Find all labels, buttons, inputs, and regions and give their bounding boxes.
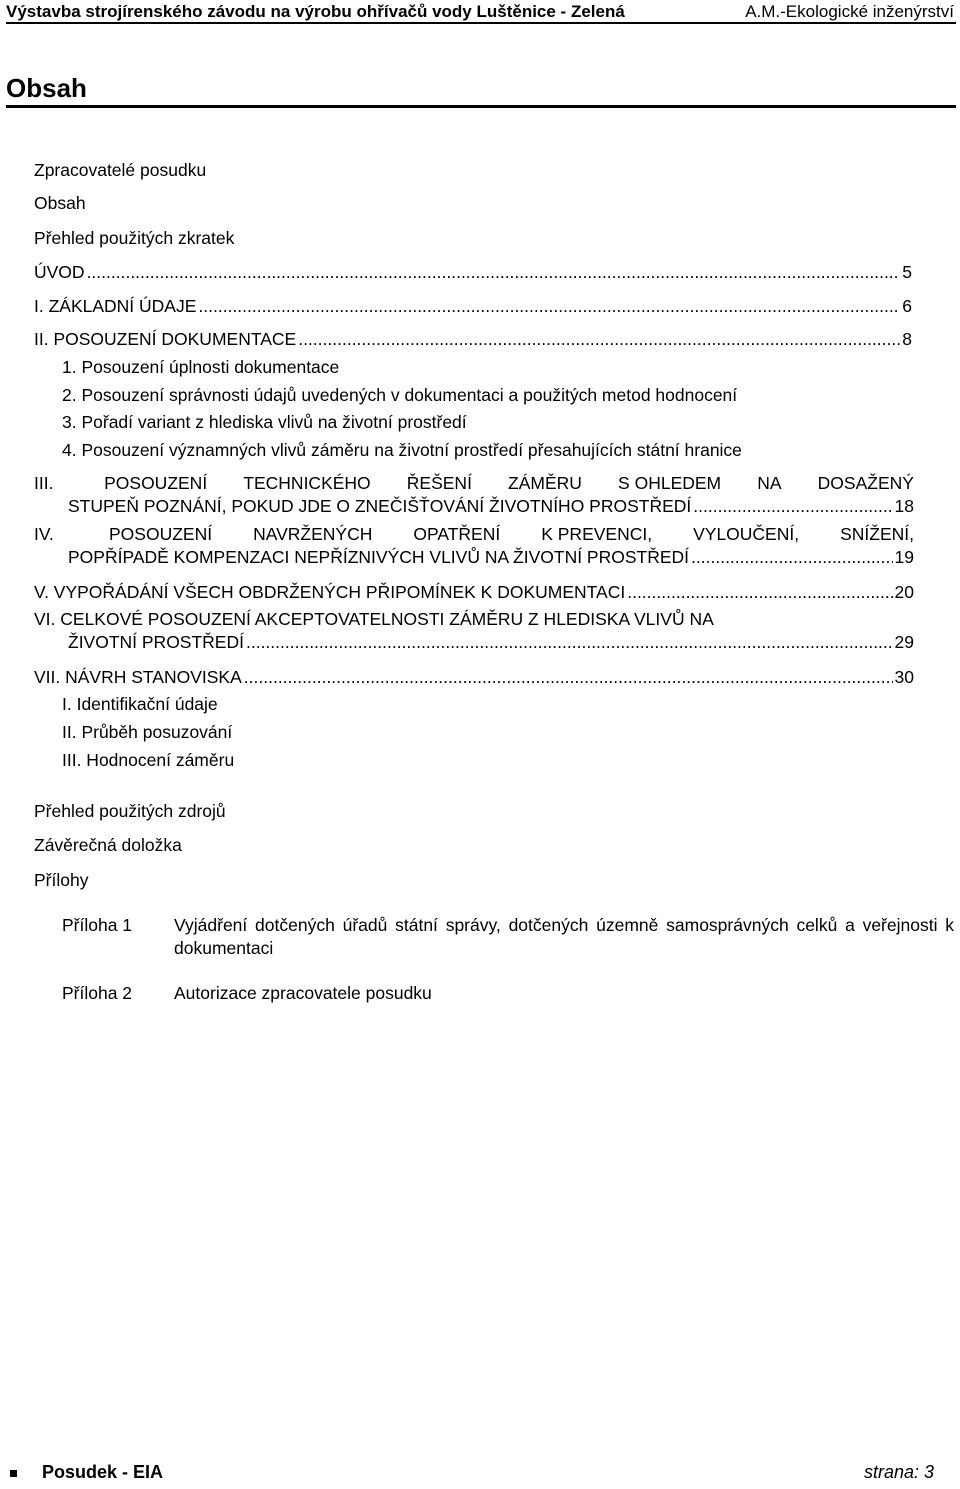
toc-label: POPŘÍPADĚ KOMPENZACI NEPŘÍZNIVÝCH VLIVŮ NA ŽIVOTNÍ PROSTŘEDÍ <box>68 547 690 567</box>
toc-item-zakladni[interactable] <box>34 296 912 316</box>
toc-item-uvod[interactable] <box>34 262 912 282</box>
toc-item-obsah[interactable]: Obsah <box>34 193 86 213</box>
toc-label: STUPEŇ POZNÁNÍ, POKUD JDE O ZNEČIŠŤOVÁNÍ ŽIVOTNÍHO PROSTŘEDÍ <box>68 496 692 516</box>
toc-word: S OHLEDEM <box>618 473 722 493</box>
attachment-label: Příloha 2 <box>62 983 133 1003</box>
dot-leader <box>246 631 893 654</box>
toc-word: VYLOUČENÍ, <box>693 524 800 544</box>
toc-label: ÚVOD <box>34 262 85 282</box>
toc-subitem-4[interactable]: 4. Posouzení významných vlivů záměru na životní prostředí přesahujících státní hranice <box>62 440 742 460</box>
square-bullet-icon <box>10 1470 17 1477</box>
toc-word: SNÍŽENÍ, <box>840 524 914 544</box>
document-title: Výstavba strojírenského závodu na výrobu ohřívačů vody Luštěnice - Zelená <box>6 2 625 21</box>
toc-number: III. <box>34 473 54 493</box>
toc-word: OPATŘENÍ <box>413 524 501 544</box>
footer-document-name: Posudek - EIA <box>42 1462 164 1482</box>
dot-leader <box>693 495 892 518</box>
toc-page: 18 <box>894 496 914 516</box>
toc-word: NAVRŽENÝCH <box>253 524 373 544</box>
toc-item-iv[interactable] <box>34 523 914 569</box>
toc-label: ŽIVOTNÍ PROSTŘEDÍ <box>68 632 244 652</box>
toc-page: 5 <box>902 262 912 282</box>
toc-item-zpracovatele[interactable]: Zpracovatelé posudku <box>34 160 207 180</box>
toc-page: 19 <box>894 547 914 567</box>
toc-item-vi[interactable] <box>34 608 914 654</box>
toc-label: II. POSOUZENÍ DOKUMENTACE <box>34 329 297 349</box>
dot-leader <box>244 667 893 687</box>
toc-page: 29 <box>894 632 914 652</box>
toc-item-zkratky[interactable]: Přehled použitých zkratek <box>34 228 235 248</box>
toc-item-zdroje[interactable]: Přehled použitých zdrojů <box>34 801 226 821</box>
dot-leader <box>87 262 901 282</box>
toc-item-prilohy[interactable]: Přílohy <box>34 870 89 890</box>
page-number: strana: 3 <box>863 1462 934 1482</box>
toc-page: 30 <box>894 667 914 687</box>
toc-subitem-hodnoceni[interactable]: III. Hodnocení záměru <box>62 750 235 770</box>
toc-number: IV. <box>34 524 54 544</box>
toc-word: POSOUZENÍ <box>104 473 208 493</box>
toc-subitem-2[interactable]: 2. Posouzení správnosti údajů uvedených v dokumentaci a použitých metod hodnocení <box>62 385 738 405</box>
toc-word: TECHNICKÉHO <box>243 473 371 493</box>
toc-item-posouzeni-dokumentace[interactable] <box>34 329 912 349</box>
toc-item-v[interactable] <box>34 582 914 602</box>
toc-label: V. VYPOŘÁDÁNÍ VŠECH OBDRŽENÝCH PŘIPOMÍNEK K DOKUMENTACI <box>34 582 626 602</box>
toc-word: K PREVENCI, <box>541 524 653 544</box>
toc-page: 8 <box>902 329 912 349</box>
attachment-description: Autorizace zpracovatele posudku <box>174 983 432 1003</box>
dot-leader <box>627 582 892 602</box>
toc-word: NA <box>757 473 782 493</box>
page-footer <box>6 1458 956 1489</box>
toc-label: I. ZÁKLADNÍ ÚDAJE <box>34 296 197 316</box>
attachment-description: Vyjádření dotčených úřadů státní správy, dotčených územně samosprávných celků a veřejnosti k dokumentaci <box>174 915 954 958</box>
toc-subitem-identifikace[interactable]: I. Identifikační údaje <box>62 694 218 714</box>
toc-page: 20 <box>894 582 914 602</box>
toc-subitem-prubeh[interactable]: II. Průběh posuzování <box>62 722 233 742</box>
toc-heading: Obsah <box>6 70 956 108</box>
toc-item-vii[interactable] <box>34 667 914 687</box>
dot-leader <box>198 296 900 316</box>
page-header <box>6 0 956 24</box>
toc-item-dolozka[interactable]: Závěrečná doložka <box>34 835 182 855</box>
toc-label: VI. CELKOVÉ POSOUZENÍ AKCEPTOVATELNOSTI ZÁMĚRU Z HLEDISKA VLIVŮ NA <box>34 609 714 629</box>
company-name: A.M.-Ekologické inženýrství <box>745 2 954 21</box>
dot-leader <box>691 546 893 569</box>
toc-word: DOSAŽENÝ <box>817 473 914 493</box>
toc-word: POSOUZENÍ <box>109 524 213 544</box>
toc-subitem-3[interactable]: 3. Pořadí variant z hlediska vlivů na životní prostředí <box>62 412 467 432</box>
dot-leader <box>298 329 900 349</box>
toc-subitem-1[interactable]: 1. Posouzení úplnosti dokumentace <box>62 357 340 377</box>
attachment-label: Příloha 1 <box>62 915 133 935</box>
toc-label: VII. NÁVRH STANOVISKA <box>34 667 242 687</box>
toc-word: ŘEŠENÍ <box>406 473 472 493</box>
toc-page: 6 <box>902 296 912 316</box>
toc-word: ZÁMĚRU <box>508 473 582 493</box>
toc-item-iii[interactable] <box>34 472 914 518</box>
